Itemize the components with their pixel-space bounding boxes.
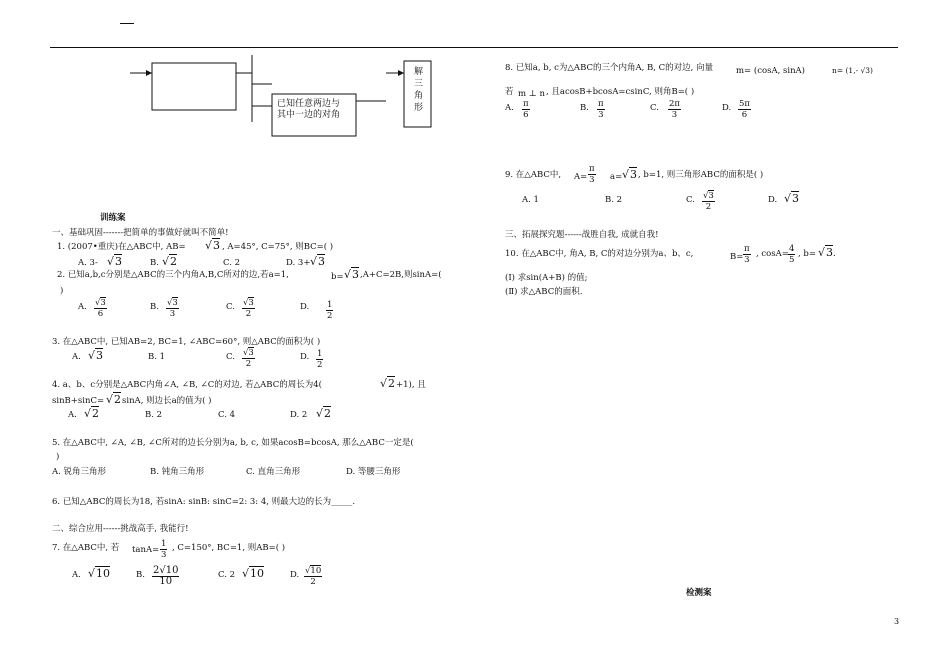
q7-option-a: A. — [72, 570, 81, 580]
q4-sqrt-2: √2 — [380, 377, 396, 390]
q3-option-c: C. — [226, 352, 235, 362]
q8-line2-b: , 且acosB+bcosA=csinC, 则角B=( ) — [546, 87, 695, 97]
q2-option-a-frac: √3 6 — [95, 298, 106, 319]
q9-text-a: 9. 在△ABC中, — [505, 170, 562, 180]
q4-line2-a: sinB+sinC= — [52, 396, 105, 406]
q1-option-c: C. 2 — [223, 258, 241, 268]
q10-end: . — [833, 249, 836, 259]
q8-option-a: A. — [505, 103, 514, 113]
q1-option-a-sqrt: √3 — [107, 255, 123, 268]
q10-cos-frac: 4 5 — [789, 244, 795, 265]
section-1-title: 一、基础巩固-------把简单的事做好就叫不简单! — [52, 228, 229, 238]
diagram-box-text-1: 已知任意两边与 — [277, 99, 341, 109]
q3-option-b: B. 1 — [148, 352, 166, 362]
q7-tan: tanA= — [132, 545, 160, 555]
q8-option-b-frac: π 3 — [598, 99, 604, 120]
q8-option-d: D. — [722, 103, 732, 113]
q1-option-a: A. 3- — [78, 258, 98, 268]
q5-text: 5. 在△ABC中, ∠A, ∠B, ∠C所对的边长分别为a, b, c, 如果acosB=bcosA, 那么△ABC一定是( — [52, 438, 414, 448]
q8-perp: m ⊥ n — [518, 89, 545, 99]
q8-option-b: B. — [580, 103, 589, 113]
diagram-box-text-2: 其中一边的对角 — [277, 110, 341, 120]
q4-option-d-sqrt: √2 — [316, 407, 332, 420]
q8-option-d-frac: 5π 6 — [739, 99, 750, 120]
q9-text-c: , b=1, 则三角形ABC的面积是( ) — [638, 170, 764, 180]
q7-option-d: D. — [290, 570, 300, 580]
q4-option-a-sqrt: √2 — [84, 407, 100, 420]
q7-text-b: , C=150°, BC=1, 则AB=( ) — [172, 543, 286, 553]
q9-option-c: C. — [686, 195, 695, 205]
q7-option-b-frac: 2√10 10 — [153, 565, 179, 587]
q10-text-a: 10. 在△ABC中, 角A, B, C的对边分别为a、b、c, — [505, 249, 694, 259]
q4-option-b: B. 2 — [145, 410, 163, 420]
q2-option-c: C. — [226, 302, 235, 312]
q3-option-d-frac: 1 2 — [317, 349, 323, 370]
q4-line2-b: sinA, 则边长a的值为( ) — [122, 396, 212, 406]
q2-b-sqrt: √3 — [344, 268, 360, 281]
q7-tan-frac: 1 3 — [161, 539, 167, 560]
q4-option-a: A. — [68, 410, 77, 420]
question-6: 6. 已知△ABC的周长为18, 若sinA: sinB: sinC=2: 3: 4, 则最大边的长为_____. — [52, 497, 356, 507]
q2-option-d: D. — [300, 302, 310, 312]
q3-option-a: A. — [72, 352, 81, 362]
section-heading-test: 检测案 — [686, 588, 712, 598]
q10-b-frac: π 3 — [744, 244, 750, 265]
q4-option-c: C. 4 — [218, 410, 236, 420]
q8-line1: 8. 已知a, b, c为△ABC的三个内角A, B, C的对边, 向量 — [505, 63, 714, 73]
q7-text-a: 7. 在△ABC中, 若 — [52, 543, 120, 553]
q10-part-2: (Ⅱ) 求△ABC的面积. — [505, 287, 583, 297]
q1-option-d: D. 3+ — [286, 258, 311, 268]
q3-option-c-frac: √3 2 — [243, 348, 254, 369]
q8-option-a-frac: π 6 — [523, 99, 529, 120]
q1-text: 1. (2007•重庆)在△ABC中, AB= — [57, 242, 186, 252]
q2-option-a: A. — [78, 302, 87, 312]
q2-option-d-frac: 1 2 — [327, 300, 333, 321]
q1-rest: , A=45°, C=75°, 则BC=( ) — [222, 242, 334, 252]
q10-part-1: (Ⅰ) 求sin(A+B) 的值; — [505, 273, 588, 283]
q9-text-b: a= — [610, 172, 623, 182]
q9-a-frac: π 3 — [589, 164, 595, 185]
q2-option-c-frac: √3 2 — [243, 298, 254, 319]
q7-option-c: C. 2 — [218, 570, 236, 580]
q8-option-c-frac: 2π 3 — [669, 99, 680, 120]
q2-text: 2. 已知a,b,c分别是△ABC的三个内角A,B,C所对的边,若a=1, — [57, 270, 289, 280]
q5-option-c: C. 直角三角形 — [246, 467, 301, 477]
q7-option-d-frac: √10 2 — [305, 566, 322, 587]
q10-b-sqrt: √3 — [818, 246, 834, 259]
q2-b-eq: b= — [331, 272, 344, 282]
q2-option-b: B. — [150, 302, 159, 312]
q5-close: ) — [56, 452, 60, 462]
q8-line2-a: 若 — [505, 87, 514, 97]
q1-option-d-sqrt: √3 — [310, 255, 326, 268]
q9-option-a: A. 1 — [522, 195, 539, 205]
q7-option-a-sqrt: √10 — [88, 567, 111, 580]
q7-option-c-sqrt: √10 — [242, 567, 265, 580]
q8-m-vector: m= (cosA, sinA) — [736, 66, 805, 76]
q8-option-c: C. — [650, 103, 659, 113]
q1-option-b: B. — [150, 258, 159, 268]
q4-text-end: +1), 且 — [396, 380, 426, 390]
section-heading-training: 训练案 — [100, 213, 126, 223]
q9-option-d: D. — [768, 195, 778, 205]
q3-option-d: D. — [300, 352, 310, 362]
q9-a-sqrt: √3 — [622, 168, 638, 181]
q9-option-b: B. 2 — [605, 195, 623, 205]
q7-option-b: B. — [136, 570, 145, 580]
q4-option-d: D. 2 — [290, 410, 308, 420]
q9-option-d-sqrt: √3 — [784, 192, 800, 205]
q3-option-a-sqrt: √3 — [88, 349, 104, 362]
q10-b2: , b= — [798, 249, 816, 259]
section-3-title: 三、拓展探究题------战胜自我, 成就自我! — [505, 230, 659, 240]
q1-sqrt-3: √3 — [205, 239, 221, 252]
q9-a-eq: A= — [574, 172, 588, 182]
q5-option-a: A. 锐角三角形 — [52, 467, 107, 477]
q9-option-c-frac: √3 2 — [703, 191, 714, 212]
section-2-title: 二、综合应用------挑战高手, 我能行! — [52, 524, 189, 534]
diagram-vertical-box: 解三角形 — [414, 67, 424, 113]
q10-cos: , cosA= — [756, 249, 789, 259]
q8-n-vector: n= (1,- √3) — [832, 66, 873, 75]
q1-option-b-sqrt: √2 — [162, 255, 178, 268]
q3-text: 3. 在△ABC中, 已知AB=2, BC=1, ∠ABC=60°, 则△ABC的面积为( ) — [52, 337, 321, 347]
q2-close: ) — [60, 286, 64, 296]
q4-line2-sqrt: √2 — [106, 393, 122, 406]
q4-text: 4. a、b、c分别是△ABC内角∠A, ∠B, ∠C的对边, 若△ABC的周长为4( — [52, 380, 322, 390]
q10-b-eq: B= — [730, 252, 744, 262]
q2-rest: ,A+C=2B,则sinA=( — [360, 270, 442, 280]
q5-option-b: B. 钝角三角形 — [150, 467, 205, 477]
q2-option-b-frac: √3 3 — [167, 298, 178, 319]
q5-option-d: D. 等腰三角形 — [346, 467, 401, 477]
page-number: 3 — [894, 617, 900, 626]
